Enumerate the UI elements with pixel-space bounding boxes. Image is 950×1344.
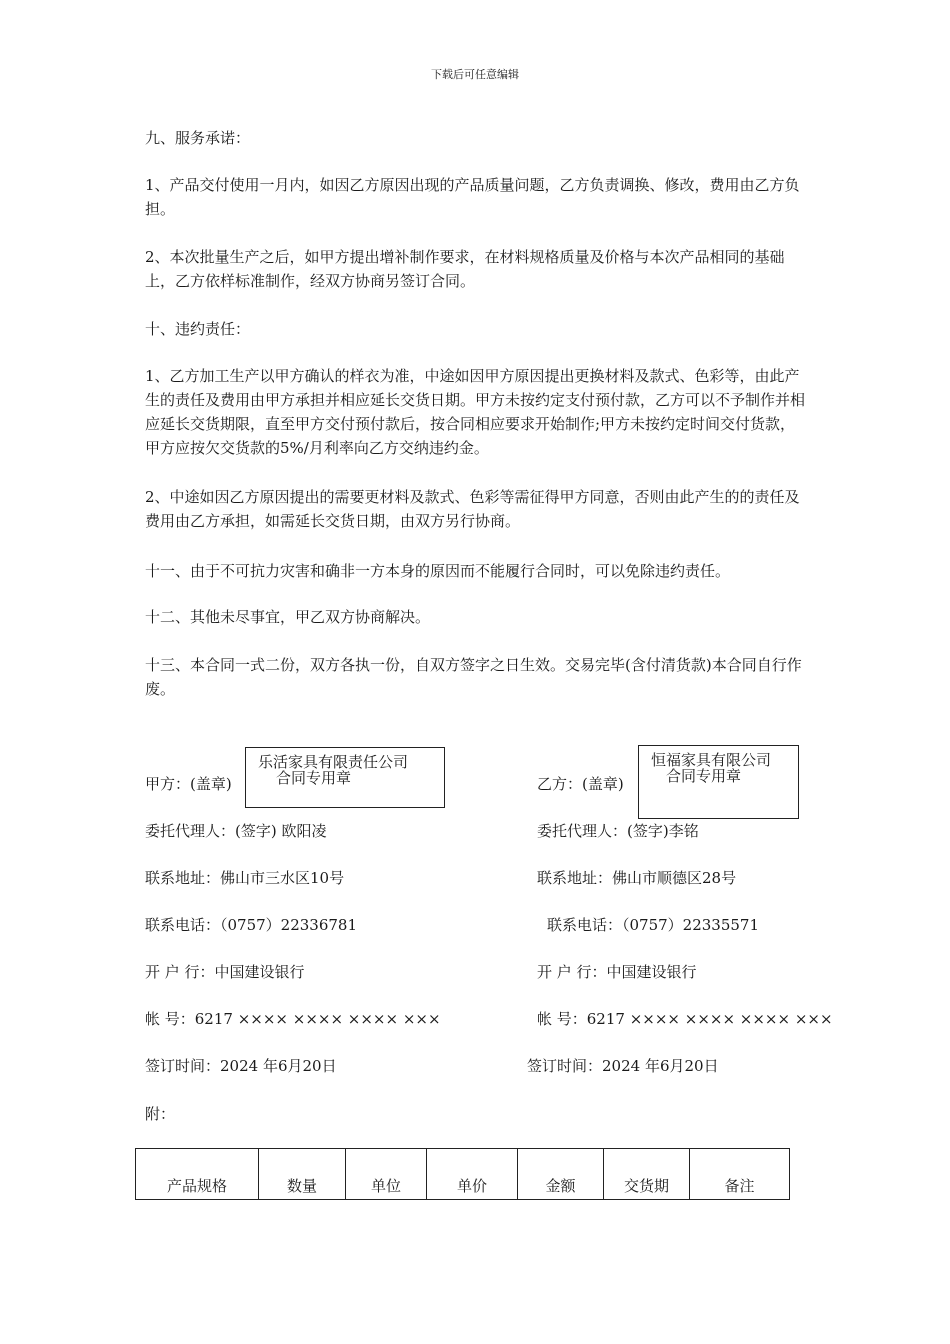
section-11: 十一、由于不可抗力灾害和确非一方本身的原因而不能履行合同时，可以免除违约责任。 bbox=[145, 562, 731, 580]
party-a-date: 签订时间：2024 年6月20日 bbox=[145, 1057, 337, 1075]
product-table bbox=[135, 1148, 790, 1200]
attachment-label: 附： bbox=[145, 1105, 176, 1123]
party-a-agent: 委托代理人：(签字) 欧阳凌 bbox=[145, 822, 327, 840]
table-header-row bbox=[136, 1149, 790, 1200]
header-unit: 单位 bbox=[346, 1149, 427, 1200]
section-9-title: 九、服务承诺： bbox=[145, 129, 251, 147]
section-9-item-1: 1、产品交付使用一月内，如因乙方原因出现的产品质量问题，乙方负责调换、修改，费用由乙方负担。 bbox=[145, 176, 800, 218]
section-10-title: 十、违约责任： bbox=[145, 320, 251, 338]
header-spec: 产品规格 bbox=[136, 1149, 259, 1200]
party-a-account: 帐 号：6217 ×××× ×××× ×××× ××× bbox=[145, 1010, 441, 1028]
party-a-label: 甲方：(盖章) bbox=[145, 775, 232, 793]
party-b-address: 联系地址：佛山市顺德区28号 bbox=[537, 869, 737, 887]
party-b-stamp-seal-text: 合同专用章 bbox=[666, 767, 742, 785]
party-a-address: 联系地址：佛山市三水区10号 bbox=[145, 869, 345, 887]
party-a-bank: 开 户 行：中国建设银行 bbox=[145, 963, 305, 981]
section-9-item-2: 2、本次批量生产之后，如甲方提出增补制作要求，在材料规格质量及价格与本次产品相同的基础上，乙方依样标准制作，经双方协商另签订合同。 bbox=[145, 248, 785, 290]
header-delivery: 交货期 bbox=[604, 1149, 690, 1200]
header-unit-price: 单价 bbox=[427, 1149, 518, 1200]
party-b-stamp-company: 恒福家具有限公司 bbox=[651, 751, 772, 769]
party-b-label: 乙方：(盖章) bbox=[537, 775, 624, 793]
header-remarks: 备注 bbox=[690, 1149, 790, 1200]
party-b-agent: 委托代理人：(签字)李铭 bbox=[537, 822, 699, 840]
party-a-stamp-company: 乐活家具有限责任公司 bbox=[258, 753, 409, 771]
party-b-bank: 开 户 行：中国建设银行 bbox=[537, 963, 697, 981]
header-amount: 金额 bbox=[518, 1149, 604, 1200]
party-a-phone: 联系电话：（0757）22336781 bbox=[145, 916, 358, 934]
party-b-date: 签订时间：2024 年6月20日 bbox=[527, 1057, 719, 1075]
page-header: 下载后可任意编辑 bbox=[431, 68, 519, 81]
party-b-stamp bbox=[638, 745, 799, 819]
party-a-stamp-seal-text: 合同专用章 bbox=[276, 769, 352, 787]
party-b-phone: 联系电话：（0757）22335571 bbox=[547, 916, 760, 934]
section-10-item-1: 1、乙方加工生产以甲方确认的样衣为准，中途如因甲方原因提出更换材料及款式、色彩等，由此产生的责任及费用由甲方承担并相应延长交货日期。甲方未按约定支付预付款，乙方可以不予制作并相应延长交货期限，直至甲方交付预付款后，按合同相应要求开始制作;甲方未按约定时间交付货款，甲方应按欠交货款的5%/月利率向乙方交纳违约金。 bbox=[145, 367, 806, 457]
section-10-item-2: 2、中途如因乙方原因提出的需要更材料及款式、色彩等需征得甲方同意，否则由此产生的的责任及费用由乙方承担，如需延长交货日期，由双方另行协商。 bbox=[145, 488, 800, 530]
party-a-stamp bbox=[245, 747, 445, 808]
header-quantity: 数量 bbox=[259, 1149, 346, 1200]
party-b-account: 帐 号：6217 ×××× ×××× ×××× ××× bbox=[537, 1010, 833, 1028]
section-13: 十三、本合同一式二份，双方各执一份，自双方签字之日生效。交易完毕(含付清货款)本合同自行作废。 bbox=[145, 656, 802, 698]
section-12: 十二、其他未尽事宜，甲乙双方协商解决。 bbox=[145, 608, 431, 626]
